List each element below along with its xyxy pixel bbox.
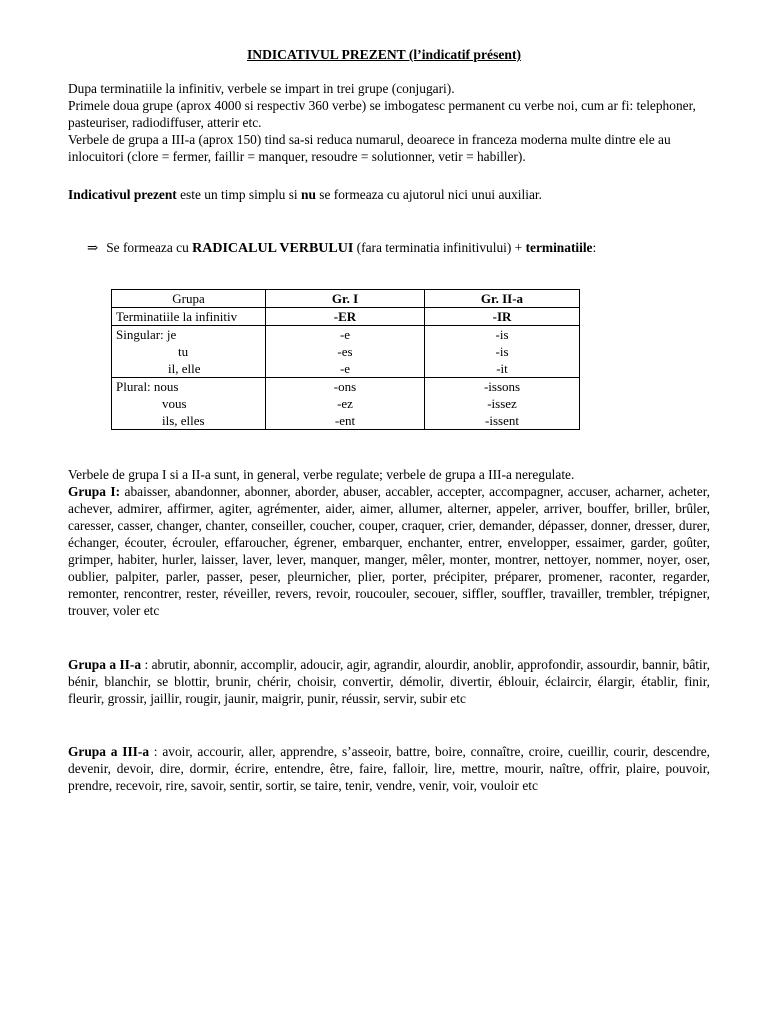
definition-section [68,186,710,203]
conjugation-table [111,289,580,430]
group-label: Grupa I: [68,484,121,499]
table-header-cell: Gr. II-a [425,290,580,308]
table-row [112,308,580,326]
intro-paragraph: Verbele de grupa a III-a (aprox 150) tind sa-si reduca numarul, deoarece in franceza moderna multe dintre ele au inlocuitori (clore = fermer, faillir = manquer, resoudre = solutionner, vetir = habiller). [68,132,671,164]
definition-paragraph: Indicativul prezent este un timp simplu si nu se formeaza cu ajutorul nici unui auxiliar. [68,187,542,202]
table-cell: -ons -ez -ent [266,378,425,430]
rule-radical: RADICALUL VERBULUI [192,241,354,256]
regularity-note: Verbele de grupa I si a II-a sunt, in general, verbe regulate; verbele de grupa a III-a neregulate. [68,467,575,482]
table-cell: -ER [266,308,425,326]
definition-term: Indicativul prezent [68,187,177,202]
table-row [112,378,580,430]
group-2-section [68,656,710,707]
table-header-row [112,290,580,308]
table-cell: -e -es -e [266,326,425,378]
group-verbs: abaisser, abandonner, abonner, aborder, abuser, accabler, accepter, accompagner, accuser, acharner, acheter, achever, admirer, affirmer, agiter, agrémenter, aider, aimer, allumer, alterner, appeler, arriver, bouffer, briller, brûler, caresser, casser, changer, chanter, conseiller, coucher, couper, craquer, crier, demander, dépasser, donner, dresser, durer, échanger, écouter, écrouler, effaroucher, égrener, embarquer, enchanter, entrer, envelopper, essaimer, garder, goûter, grimper, habiter, hurler, laisser, laver, lever, manquer, manger, mêler, monter, montrer, nettoyer, nommer, noyer, oser, oublier, palpiter, parler, passer, peser, pleurnicher, plier, porter, précipiter, préparer, promener, raconter, regarder, remonter, rencontrer, rester, réveiller, revers, revoir, roucouler, secouer, siffler, souffler, travailler, trembler, trépigner, trouver, voler etc [68,484,710,618]
intro-section [68,80,710,165]
table-cell: -issons -issez -issent [425,378,580,430]
table-header-cell: Grupa [112,290,266,308]
table-cell: Plural: nous vous ils, elles [112,378,266,430]
group-verbs: : avoir, accourir, aller, apprendre, s’asseoir, battre, boire, connaître, croire, cueillir, courir, descendre, devenir, devoir, dire, dormir, écrire, entendre, être, faire, falloir, lire, mettre, mourir, naître, offrir, plaire, pouvoir, prendre, recevoir, rire, savoir, sentir, sortir, se taire, tenir, vendre, venir, voir, vouloir etc [68,744,710,793]
group-label: Grupa a III-a [68,744,150,759]
formation-rule: ⇒ Se formeaza cu RADICALUL VERBULUI (fara terminatia infinitivului) + terminatiile: [87,240,597,256]
page-title: INDICATIVUL PREZENT (l’indicatif présent) [246,47,522,62]
group-label: Grupa a II-a [68,657,142,672]
group-1-section [68,483,710,619]
definition-emphasis: nu [301,187,316,202]
intro-paragraph: Dupa terminatiile la infinitiv, verbele se impart in trei grupe (conjugari). [68,81,455,96]
table-cell: Terminatiile la infinitiv [112,308,266,326]
table-row [112,326,580,378]
table-cell: -is -is -it [425,326,580,378]
group-verbs: : abrutir, abonnir, accomplir, adoucir, agir, agrandir, alourdir, anoblir, approfondir, assourdir, bannir, bâtir, bénir, blanchir, se blottir, brunir, chérir, choisir, convertir, démolir, divertir, éblouir, éclaircir, élargir, établir, finir, fleurir, grossir, jaillir, rougir, jaunir, maigrir, punir, réussir, servir, subir etc [68,657,711,706]
table-header-cell: Gr. I [266,290,425,308]
table-cell: -IR [425,308,580,326]
implies-arrow-icon: ⇒ [87,240,99,255]
rule-endings: terminatiile [525,240,593,255]
table-cell: Singular: je tu il, elle [112,326,266,378]
intro-paragraph: Primele doua grupe (aprox 4000 si respectiv 360 verbe) se imbogatesc permanent cu verbe noi, cum ar fi: telephoner, pasteuriser, radiodiffuser, atterir etc. [68,98,696,130]
group-3-section [68,743,710,794]
